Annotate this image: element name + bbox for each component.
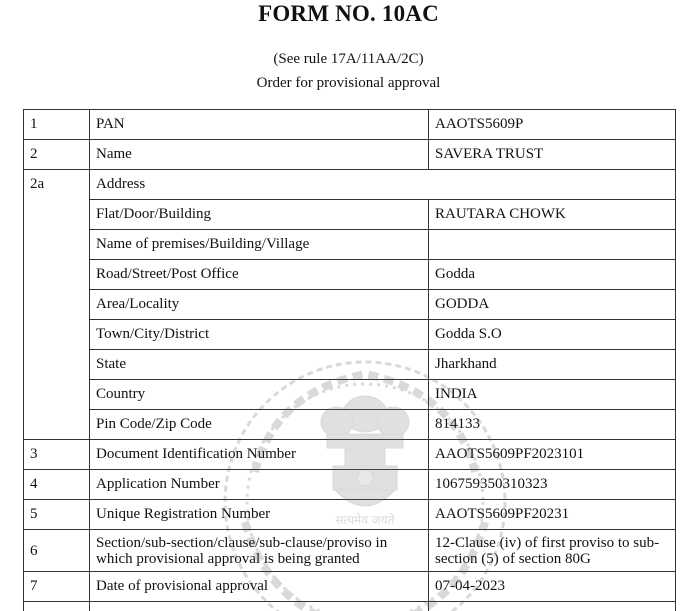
approval-details-table [23, 109, 676, 611]
row-number: 6 [24, 530, 90, 572]
table-row-address-header [24, 170, 676, 200]
form-subtitle: Order for provisional approval [256, 75, 441, 91]
row-value: AAOTS5609P [429, 110, 676, 140]
table-row-name [24, 140, 676, 170]
address-value: GODDA [429, 290, 676, 320]
rule-reference: (See rule 17A/11AA/2C) [273, 51, 424, 67]
table-row-continued [24, 602, 676, 611]
table-row-registration-number [24, 500, 676, 530]
address-label: Pin Code/Zip Code [90, 410, 429, 440]
row-value [429, 602, 676, 611]
table-row-document-id [24, 440, 676, 470]
table-row-approval-date [24, 572, 676, 602]
address-value: Godda [429, 260, 676, 290]
row-label: Address [90, 170, 676, 200]
address-label: State [90, 350, 429, 380]
row-number [24, 602, 90, 611]
row-number: 2a [24, 170, 90, 440]
row-number: 3 [24, 440, 90, 470]
row-value: SAVERA TRUST [429, 140, 676, 170]
row-value: 07-04-2023 [429, 572, 676, 602]
table-row-section [24, 530, 676, 572]
row-label [90, 602, 429, 611]
row-label: PAN [90, 110, 429, 140]
address-value: Jharkhand [429, 350, 676, 380]
address-label: Road/Street/Post Office [90, 260, 429, 290]
table-row-address-country [24, 380, 676, 410]
table-row-address-pincode [24, 410, 676, 440]
row-value: AAOTS5609PF2023101 [429, 440, 676, 470]
address-value: RAUTARA CHOWK [429, 200, 676, 230]
address-value: INDIA [429, 380, 676, 410]
row-label: Name [90, 140, 429, 170]
row-value: 106759350310323 [429, 470, 676, 500]
row-number: 7 [24, 572, 90, 602]
address-value [429, 230, 676, 260]
form-title: FORM NO. 10AC [258, 1, 439, 26]
row-value: AAOTS5609PF20231 [429, 500, 676, 530]
row-value: 12-Clause (iv) of first proviso to sub-section (5) of section 80G [429, 530, 676, 572]
row-number: 1 [24, 110, 90, 140]
table-row-pan [24, 110, 676, 140]
table-row-address-area [24, 290, 676, 320]
address-label: Town/City/District [90, 320, 429, 350]
table-row-address-state [24, 350, 676, 380]
address-label: Country [90, 380, 429, 410]
table-row-address-road [24, 260, 676, 290]
row-label: Unique Registration Number [90, 500, 429, 530]
table-row-address-town [24, 320, 676, 350]
address-label: Flat/Door/Building [90, 200, 429, 230]
row-label: Application Number [90, 470, 429, 500]
table-row-application-number [24, 470, 676, 500]
table-row-address-premises [24, 230, 676, 260]
address-value: Godda S.O [429, 320, 676, 350]
address-label: Area/Locality [90, 290, 429, 320]
row-label: Section/sub-section/clause/sub-clause/proviso in which provisional approval is being granted [90, 530, 429, 572]
watermark-motto: सत्यमेव जयते [335, 513, 395, 527]
address-label: Name of premises/Building/Village [90, 230, 429, 260]
row-number: 5 [24, 500, 90, 530]
row-number: 4 [24, 470, 90, 500]
row-label: Date of provisional approval [90, 572, 429, 602]
row-number: 2 [24, 140, 90, 170]
row-label: Document Identification Number [90, 440, 429, 470]
address-value: 814133 [429, 410, 676, 440]
table-row-address-flat [24, 200, 676, 230]
